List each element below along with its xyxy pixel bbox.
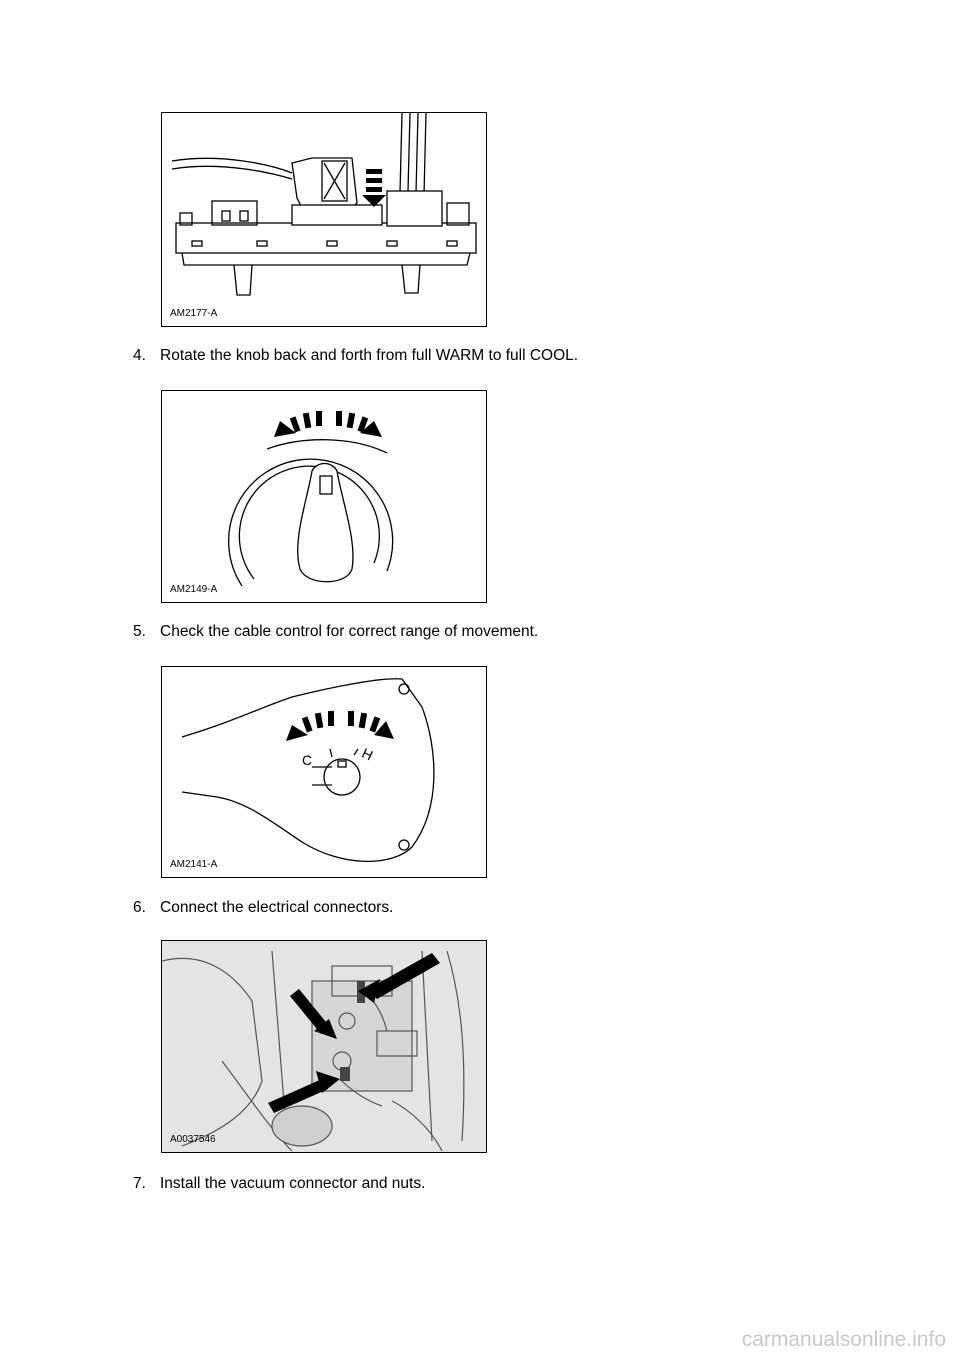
figure-am2141 bbox=[161, 666, 487, 878]
figure-am2149 bbox=[161, 390, 487, 603]
step-text: Install the vacuum connector and nuts. bbox=[160, 1175, 426, 1192]
step-number: 4. bbox=[133, 347, 146, 364]
step-7 bbox=[133, 1175, 425, 1193]
figure-id: A0037546 bbox=[170, 1134, 216, 1145]
heater-control-cable-illustration bbox=[162, 113, 487, 327]
figure-am2177 bbox=[161, 112, 487, 327]
electrical-connectors-photo bbox=[162, 941, 487, 1153]
figure-a0037546 bbox=[161, 940, 487, 1153]
figure-id: AM2177-A bbox=[170, 308, 218, 319]
step-text: Rotate the knob back and forth from full WARM to full COOL. bbox=[160, 347, 579, 364]
cable-control-range-illustration bbox=[162, 667, 487, 878]
temperature-knob-illustration bbox=[162, 391, 487, 603]
step-text: Check the cable control for correct range of movement. bbox=[160, 623, 539, 640]
step-number: 6. bbox=[133, 899, 146, 916]
step-number: 7. bbox=[133, 1175, 146, 1192]
step-5 bbox=[133, 623, 538, 641]
figure-id: AM2149-A bbox=[170, 584, 218, 595]
hot-label: H bbox=[359, 744, 376, 764]
site-watermark: carmanualsonline.info bbox=[741, 1328, 946, 1351]
step-number: 5. bbox=[133, 623, 146, 640]
cold-label: C bbox=[302, 752, 313, 768]
step-6 bbox=[133, 899, 393, 917]
step-text: Connect the electrical connectors. bbox=[160, 899, 394, 916]
step-4 bbox=[133, 347, 578, 365]
figure-id: AM2141-A bbox=[170, 859, 218, 870]
